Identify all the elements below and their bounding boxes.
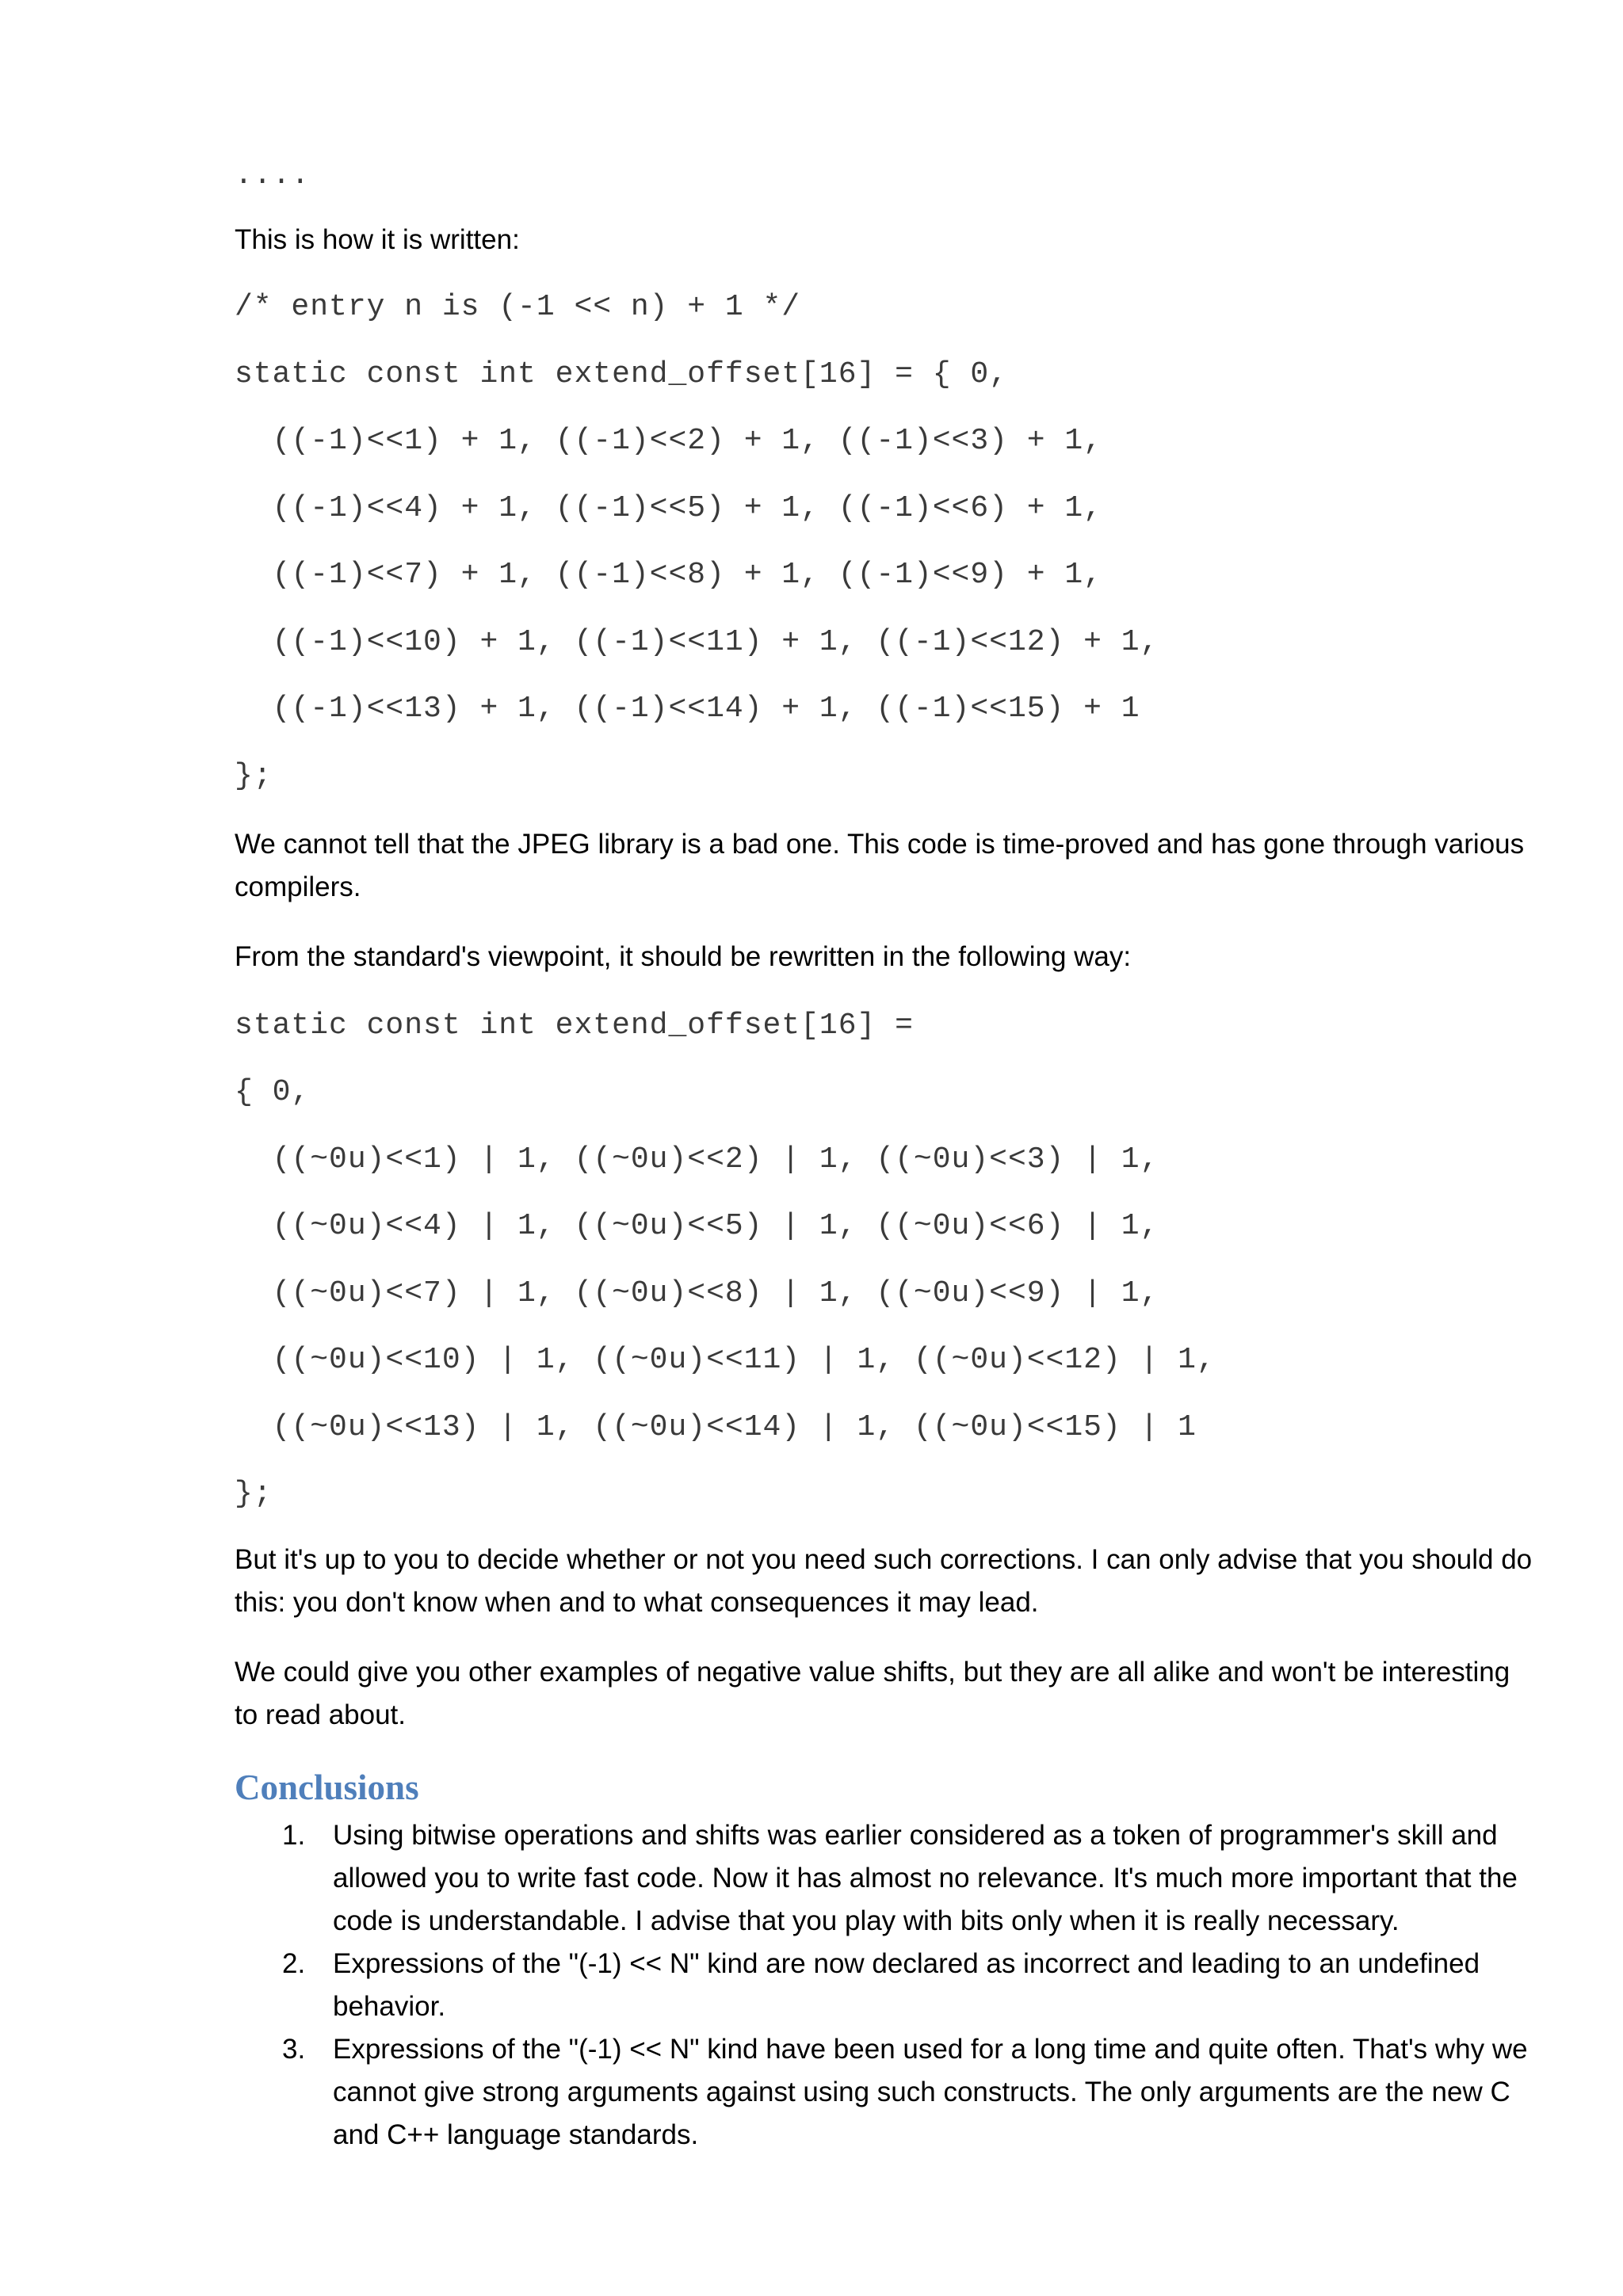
list-item-number: 3. (282, 2034, 306, 2065)
code-line: { 0, (235, 1075, 311, 1109)
code-line: ((-1)<<10) + 1, ((-1)<<11) + 1, ((-1)<<12) + 1, (235, 625, 1159, 659)
list-item (235, 1943, 1550, 2028)
intro-paragraph: This is how it is written: (235, 224, 520, 255)
code-line: /* entry n is (-1 << n) + 1 */ (235, 290, 801, 324)
list-item-text: Expressions of the "(-1) << N" kind have been used for a long time and quite often. That's why we cannot give strong arguments against using such constructs. The only arguments are the new C and C++ language standards. (333, 2034, 1528, 2150)
list-item-text: Expressions of the "(-1) << N" kind are now declared as incorrect and leading to an undefined behavior. (333, 1948, 1480, 2022)
list-item-number: 2. (282, 1948, 306, 1979)
conclusions-list (235, 1814, 1550, 2157)
conclusions-heading: Conclusions (235, 1768, 419, 1807)
code-line: ((-1)<<13) + 1, ((-1)<<14) + 1, ((-1)<<15) + 1 (235, 692, 1140, 726)
advise-paragraph: But it's up to you to decide whether or not you need such corrections. I can only advise that you should do this: you don't know when and to what consequences it may lead. (235, 1544, 1533, 1618)
code-line: static const int extend_offset[16] = (235, 1009, 914, 1043)
standard-paragraph: From the standard's viewpoint, it should be rewritten in the following way: (235, 941, 1132, 972)
list-item (235, 1814, 1550, 1943)
code-line: ((~0u)<<4) | 1, ((~0u)<<5) | 1, ((~0u)<<6) | 1, (235, 1209, 1159, 1243)
ellipsis-text: .... (235, 158, 311, 193)
list-item-text: Using bitwise operations and shifts was earlier considered as a token of programmer's skill and allowed you to write fast code. Now it has almost no relevance. It's much more important that the code is understandable. I advise that you play with bits only when it is really necessary. (333, 1820, 1518, 1936)
jpeg-paragraph: We cannot tell that the JPEG library is a bad one. This code is time-proved and has gone through various compilers. (235, 829, 1525, 902)
code-line: ((-1)<<1) + 1, ((-1)<<2) + 1, ((-1)<<3) + 1, (235, 424, 1102, 458)
code-line: ((~0u)<<10) | 1, ((~0u)<<11) | 1, ((~0u)<<12) | 1, (235, 1343, 1216, 1377)
code-line: ((~0u)<<1) | 1, ((~0u)<<2) | 1, ((~0u)<<3) | 1, (235, 1142, 1159, 1177)
code-line: ((-1)<<7) + 1, ((-1)<<8) + 1, ((-1)<<9) + 1, (235, 558, 1102, 592)
code-line: }; (235, 1477, 273, 1511)
list-item-number: 1. (282, 1820, 306, 1851)
code-line: ((~0u)<<13) | 1, ((~0u)<<14) | 1, ((~0u)<<15) | 1 (235, 1410, 1197, 1444)
code-line: }; (235, 759, 273, 793)
code-line: ((-1)<<4) + 1, ((-1)<<5) + 1, ((-1)<<6) + 1, (235, 491, 1102, 525)
list-item (235, 2028, 1550, 2157)
examples-paragraph: We could give you other examples of negative value shifts, but they are all alike and won't be interesting to read about. (235, 1657, 1510, 1730)
code-line: ((~0u)<<7) | 1, ((~0u)<<8) | 1, ((~0u)<<9) | 1, (235, 1276, 1159, 1310)
code-line: static const int extend_offset[16] = { 0, (235, 357, 1008, 391)
